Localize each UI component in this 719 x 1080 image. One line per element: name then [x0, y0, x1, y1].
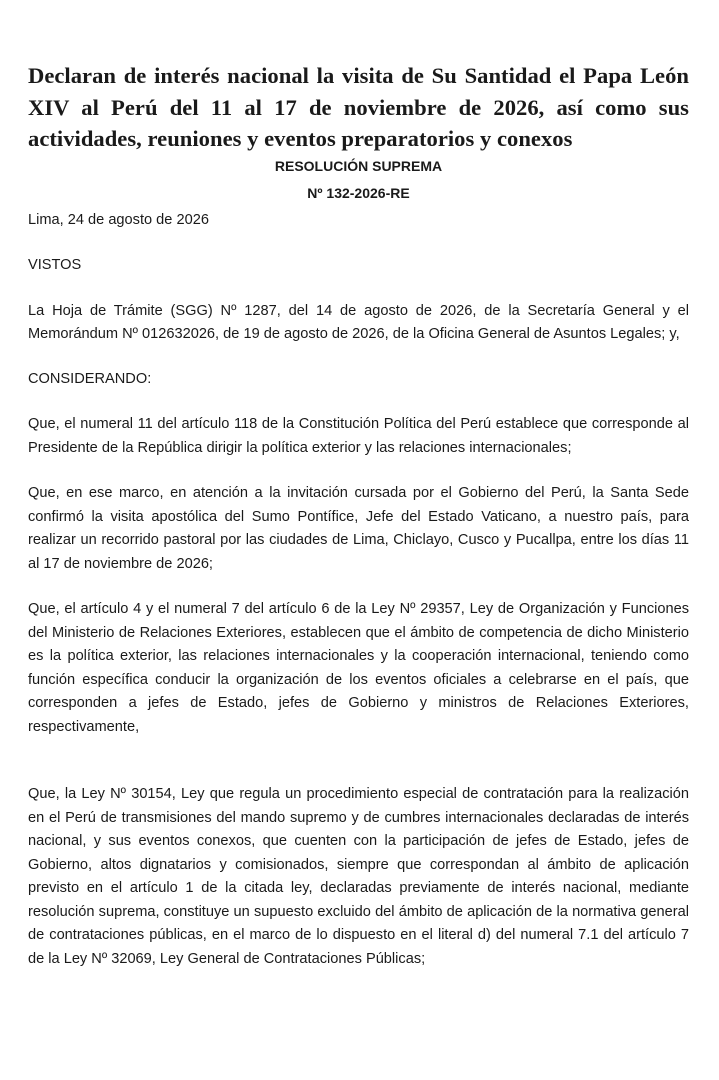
resolution-number: Nº 132-2026-RE — [307, 184, 410, 201]
vistos-heading: VISTOS — [28, 257, 82, 273]
resolution-type: RESOLUCIÓN SUPREMA — [274, 157, 443, 174]
date-line: Lima, 24 de agosto de 2026 — [28, 211, 209, 228]
considerando-paragraph: Que, el artículo 4 y el numeral 7 del artículo 6 de la Ley Nº 29357, Ley de Organización y Funciones del Ministerio de Relaciones Exteriores, establecen que el ámbito de competencia de dicho Ministerio es la política exterior, las relaciones internacionales y la cooperación internacional, teniendo como función específica conducir la organización de los eventos oficiales a celebrarse en el país, que corresponden a jefes de Estado, jefes de Gobierno y ministros de Relaciones Exteriores, respectivamente, — [28, 601, 689, 735]
considerando-paragraph: Que, en ese marco, en atención a la invitación cursada por el Gobierno del Perú, la Santa Sede confirmó la visita apostólica del Sumo Pontífice, Jefe del Estado Vaticano, a nuestro país, para realizar un recorrido pastoral por las ciudades de Lima, Chiclayo, Cusco y Pucallpa, entre los días 11 al 17 de noviembre de 2026; — [28, 485, 689, 572]
vistos-paragraph: La Hoja de Trámite (SGG) Nº 1287, del 14 de agosto de 2026, de la Secretaría General y el Memorándum Nº 012632026, de 19 de agosto de 2026, de la Oficina General de Asuntos Legales; y, — [28, 302, 689, 342]
considerando-paragraph: Que, la Ley Nº 30154, Ley que regula un procedimiento especial de contratación para la realización en el Perú de transmisiones del mando supremo y de cumbres internacionales declaradas de interés nacional, y sus eventos conexos, que cuenten con la participación de jefes de Estado, jefes de Gobierno, altos dignatarios y comisionados, siempre que correspondan al ámbito de aplicación previsto en el artículo 1 de la citada ley, declaradas previamente de interés nacional, mediante resolución suprema, constituye un supuesto excluido del ámbito de aplicación de la normativa general de contrataciones públicas, en el marco de lo dispuesto en el literal d) del numeral 7.1 del artículo 7 de la Ley Nº 32069, Ley General de Contrataciones Públicas; — [28, 786, 689, 967]
document-title: Declaran de interés nacional la visita de Su Santidad el Papa León XIV al Perú del 11 al 17 de noviembre de 2026, así como sus actividades, reuniones y eventos preparatorios y conexos — [28, 63, 689, 151]
considerando-paragraph: Que, el numeral 11 del artículo 118 de la Constitución Política del Perú establece que corresponde al Presidente de la República dirigir la política exterior y las relaciones internacionales; — [28, 416, 689, 456]
considerando-heading: CONSIDERANDO: — [28, 370, 152, 387]
